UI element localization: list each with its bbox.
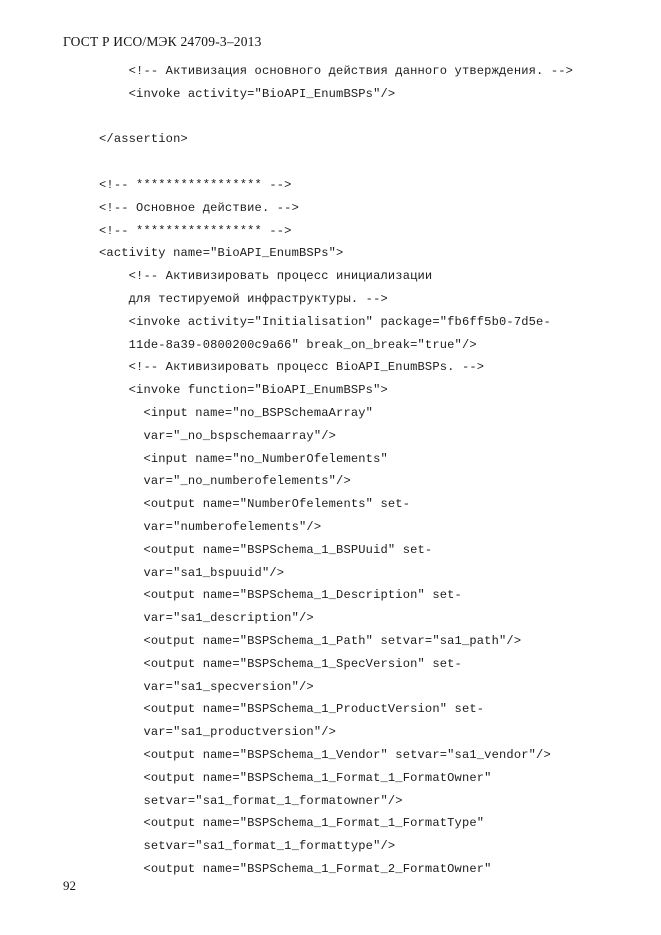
code-line: <output name="BSPSchema_1_Format_2_FormatOwner" bbox=[99, 861, 492, 876]
code-line: setvar="sa1_format_1_formatowner"/> bbox=[99, 793, 403, 808]
code-line: </assertion> bbox=[99, 132, 188, 147]
code-line: <activity name="BioAPI_EnumBSPs"> bbox=[99, 246, 344, 261]
code-line: var="_no_numberofelements"/> bbox=[99, 474, 351, 489]
code-line: <output name="BSPSchema_1_Format_1_FormatOwner" bbox=[99, 770, 492, 785]
code-line: <!-- Активизировать процесс BioAPI_EnumBSPs. --> bbox=[99, 360, 485, 375]
code-line: <output name="BSPSchema_1_SpecVersion" set- bbox=[99, 656, 462, 671]
code-line: <invoke activity="Initialisation" package="fb6ff5b0-7d5e- bbox=[99, 314, 551, 329]
code-line: <output name="NumberOfelements" set- bbox=[99, 497, 411, 512]
code-line bbox=[99, 106, 659, 129]
code-line: <output name="BSPSchema_1_Format_1_FormatType" bbox=[99, 816, 485, 831]
code-line: var="sa1_specversion"/> bbox=[99, 679, 314, 694]
code-line: <output name="BSPSchema_1_BSPUuid" set- bbox=[99, 542, 433, 557]
code-line: <!-- Активизация основного действия данного утверждения. --> bbox=[99, 64, 574, 78]
code-line: <!-- Активизировать процесс инициализации bbox=[99, 269, 433, 284]
code-line: setvar="sa1_format_1_formattype"/> bbox=[99, 839, 396, 854]
code-line: <invoke function="BioAPI_EnumBSPs"> bbox=[99, 383, 388, 398]
code-line: var="sa1_bspuuid"/> bbox=[99, 565, 285, 580]
code-listing bbox=[99, 60, 659, 881]
code-line bbox=[99, 151, 659, 174]
code-line: <input name="no_NumberOfelements" bbox=[99, 451, 388, 466]
code-line: var="sa1_description"/> bbox=[99, 611, 314, 626]
code-line: для тестируемой инфраструктуры. --> bbox=[99, 291, 388, 306]
code-line: <invoke activity="BioAPI_EnumBSPs"/> bbox=[99, 86, 396, 101]
page-number: 92 bbox=[63, 878, 76, 893]
code-line: 11de-8a39-0800200c9a66" break_on_break="true"/> bbox=[99, 337, 477, 352]
page-header: ГОСТ Р ИСО/МЭК 24709-3–2013 bbox=[63, 34, 262, 49]
code-line: var="sa1_productversion"/> bbox=[99, 725, 337, 740]
code-line: <!-- Основное действие. --> bbox=[99, 200, 300, 215]
code-line: <output name="BSPSchema_1_Path" setvar="sa1_path"/> bbox=[99, 633, 522, 648]
code-line: <output name="BSPSchema_1_ProductVersion" set- bbox=[99, 702, 485, 717]
code-line: <input name="no_BSPSchemaArray" bbox=[99, 405, 374, 420]
code-line: <!-- ***************** --> bbox=[99, 223, 292, 238]
code-line: var="_no_bspschemaarray"/> bbox=[99, 428, 337, 443]
code-line: <output name="BSPSchema_1_Description" set- bbox=[99, 588, 462, 603]
code-line: var="numberofelements"/> bbox=[99, 519, 322, 534]
code-line: <!-- ***************** --> bbox=[99, 177, 292, 192]
code-line: <output name="BSPSchema_1_Vendor" setvar="sa1_vendor"/> bbox=[99, 747, 551, 762]
